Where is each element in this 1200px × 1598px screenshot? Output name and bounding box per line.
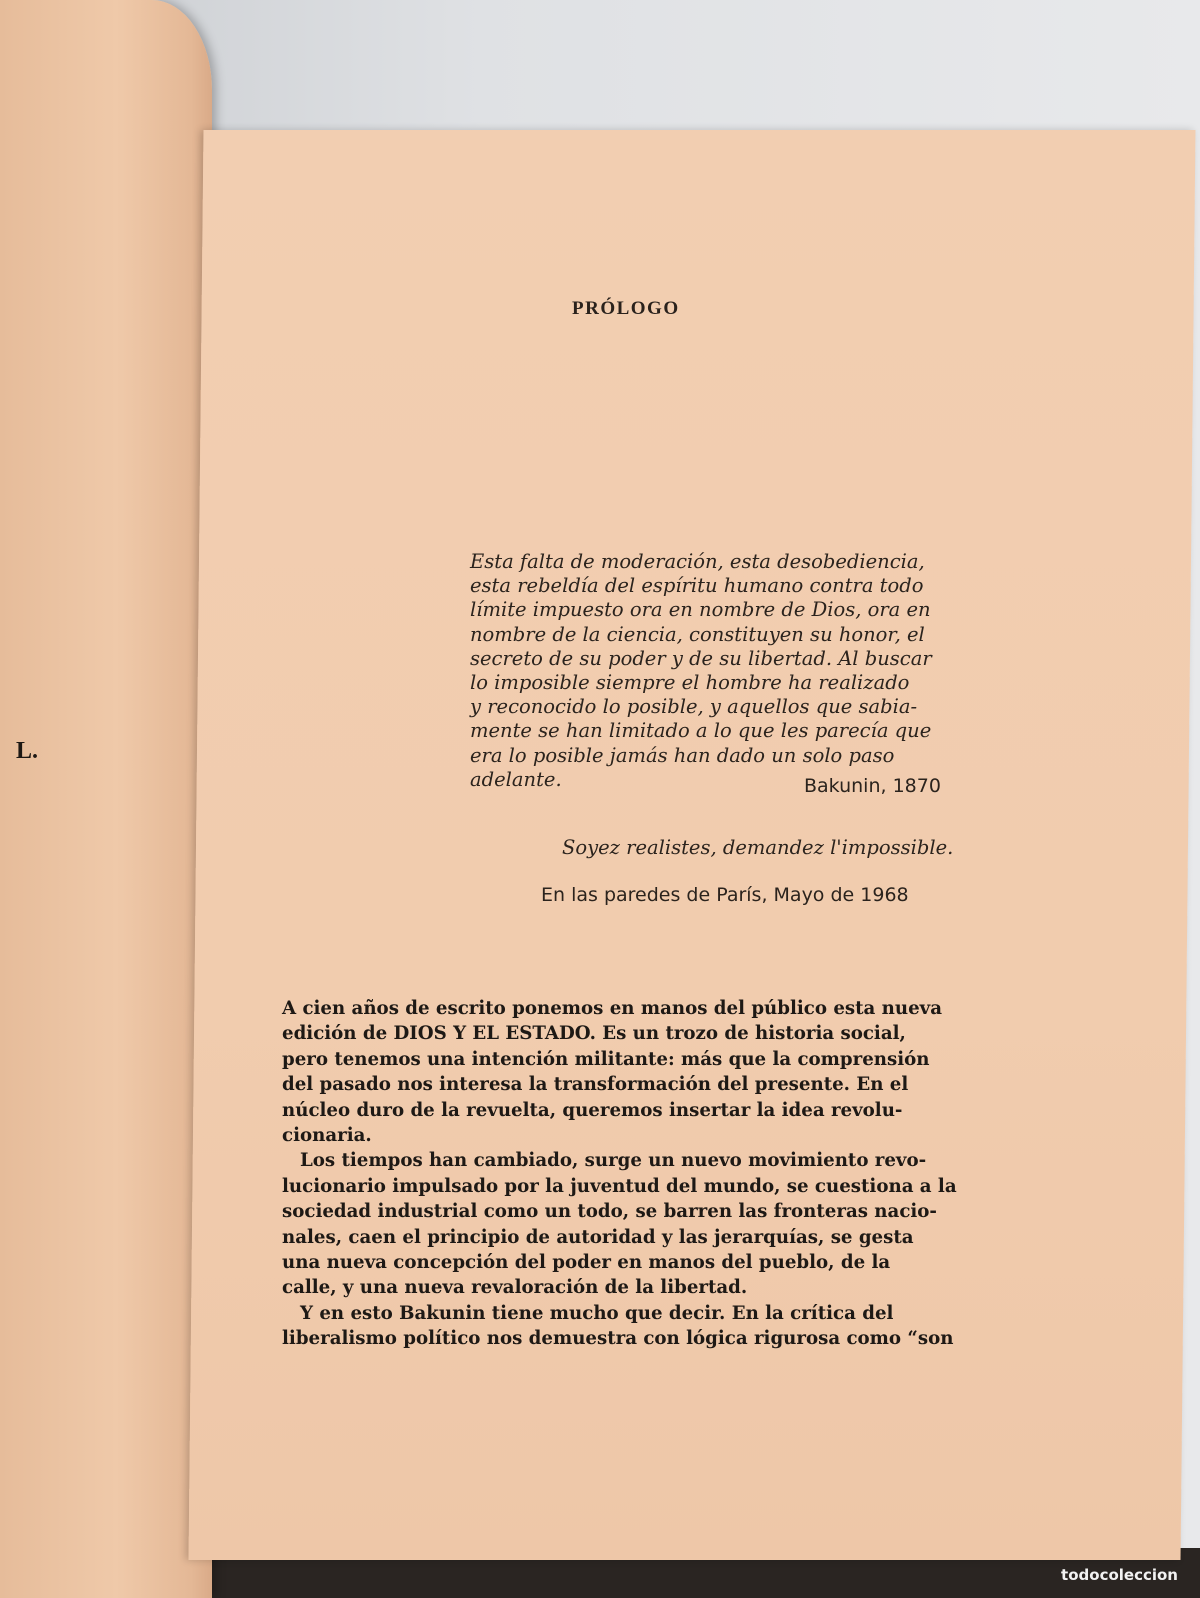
epigraph-line: adelante. (470, 767, 562, 791)
epigraph-line: límite impuesto ora en nombre de Dios, ora en (470, 598, 931, 622)
body-line: Y en esto Bakunin tiene mucho que decir. En la crítica del (300, 1302, 894, 1324)
body-line: A cien años de escrito ponemos en manos del público esta nueva (282, 998, 943, 1019)
body-line: calle, y una nueva revaloración de la libertad. (282, 1277, 748, 1299)
epigraph (470, 550, 988, 792)
epigraph-line: esta rebeldía del espíritu humano contra todo (470, 574, 924, 598)
body-line: del pasado nos interesa la transformación del presente. En el (282, 1074, 909, 1096)
body-line: edición de DIOS Y EL ESTADO. Es un trozo de historia social, (282, 1023, 906, 1045)
watermark: todocoleccion (1061, 1566, 1178, 1584)
second-quote-attribution: En las paredes de París, Mayo de 1968 (541, 884, 909, 906)
body-line: nales, caen el principio de autoridad y las jerarquías, se gesta (282, 1226, 914, 1248)
body-line: Los tiempos han cambiado, surge un nuevo movimiento revo- (300, 1150, 927, 1172)
body-line: pero tenemos una intención militante: más que la comprensión (282, 1048, 930, 1070)
body-line: cionaria. (282, 1125, 372, 1147)
epigraph-line: secreto de su poder y de su libertad. Al buscar (470, 646, 932, 670)
left-page (0, 0, 212, 1598)
epigraph-line: lo imposible siempre el hombre ha realizado (470, 671, 910, 695)
epigraph-line: y reconocido lo posible, y aquellos que sabia- (470, 695, 918, 719)
body-line: liberalismo político nos demuestra con lógica rigurosa como “son (282, 1328, 954, 1350)
chapter-title: PRÓLOGO (572, 298, 680, 319)
epigraph-line: nombre de la ciencia, constituyen su honor, el (470, 622, 925, 646)
epigraph-line: Esta falta de moderación, esta desobediencia, (470, 550, 925, 573)
prologue-body (282, 996, 1010, 1352)
second-quote: Soyez realistes, demandez l'impossible. (562, 836, 954, 859)
body-line: núcleo duro de la revuelta, queremos insertar la idea revolu- (282, 1099, 903, 1121)
body-line: sociedad industrial como un todo, se barren las fronteras nacio- (282, 1201, 937, 1223)
left-page-fragment: L. (16, 738, 39, 764)
epigraph-line: mente se han limitado a lo que les parecía que (470, 719, 932, 743)
body-line: lucionario impulsado por la juventud del mundo, se cuestiona a la (282, 1175, 957, 1197)
epigraph-attribution: Bakunin, 1870 (804, 775, 941, 797)
epigraph-line: era lo posible jamás han dado un solo paso (470, 743, 895, 767)
body-line: una nueva concepción del poder en manos del pueblo, de la (282, 1252, 891, 1274)
